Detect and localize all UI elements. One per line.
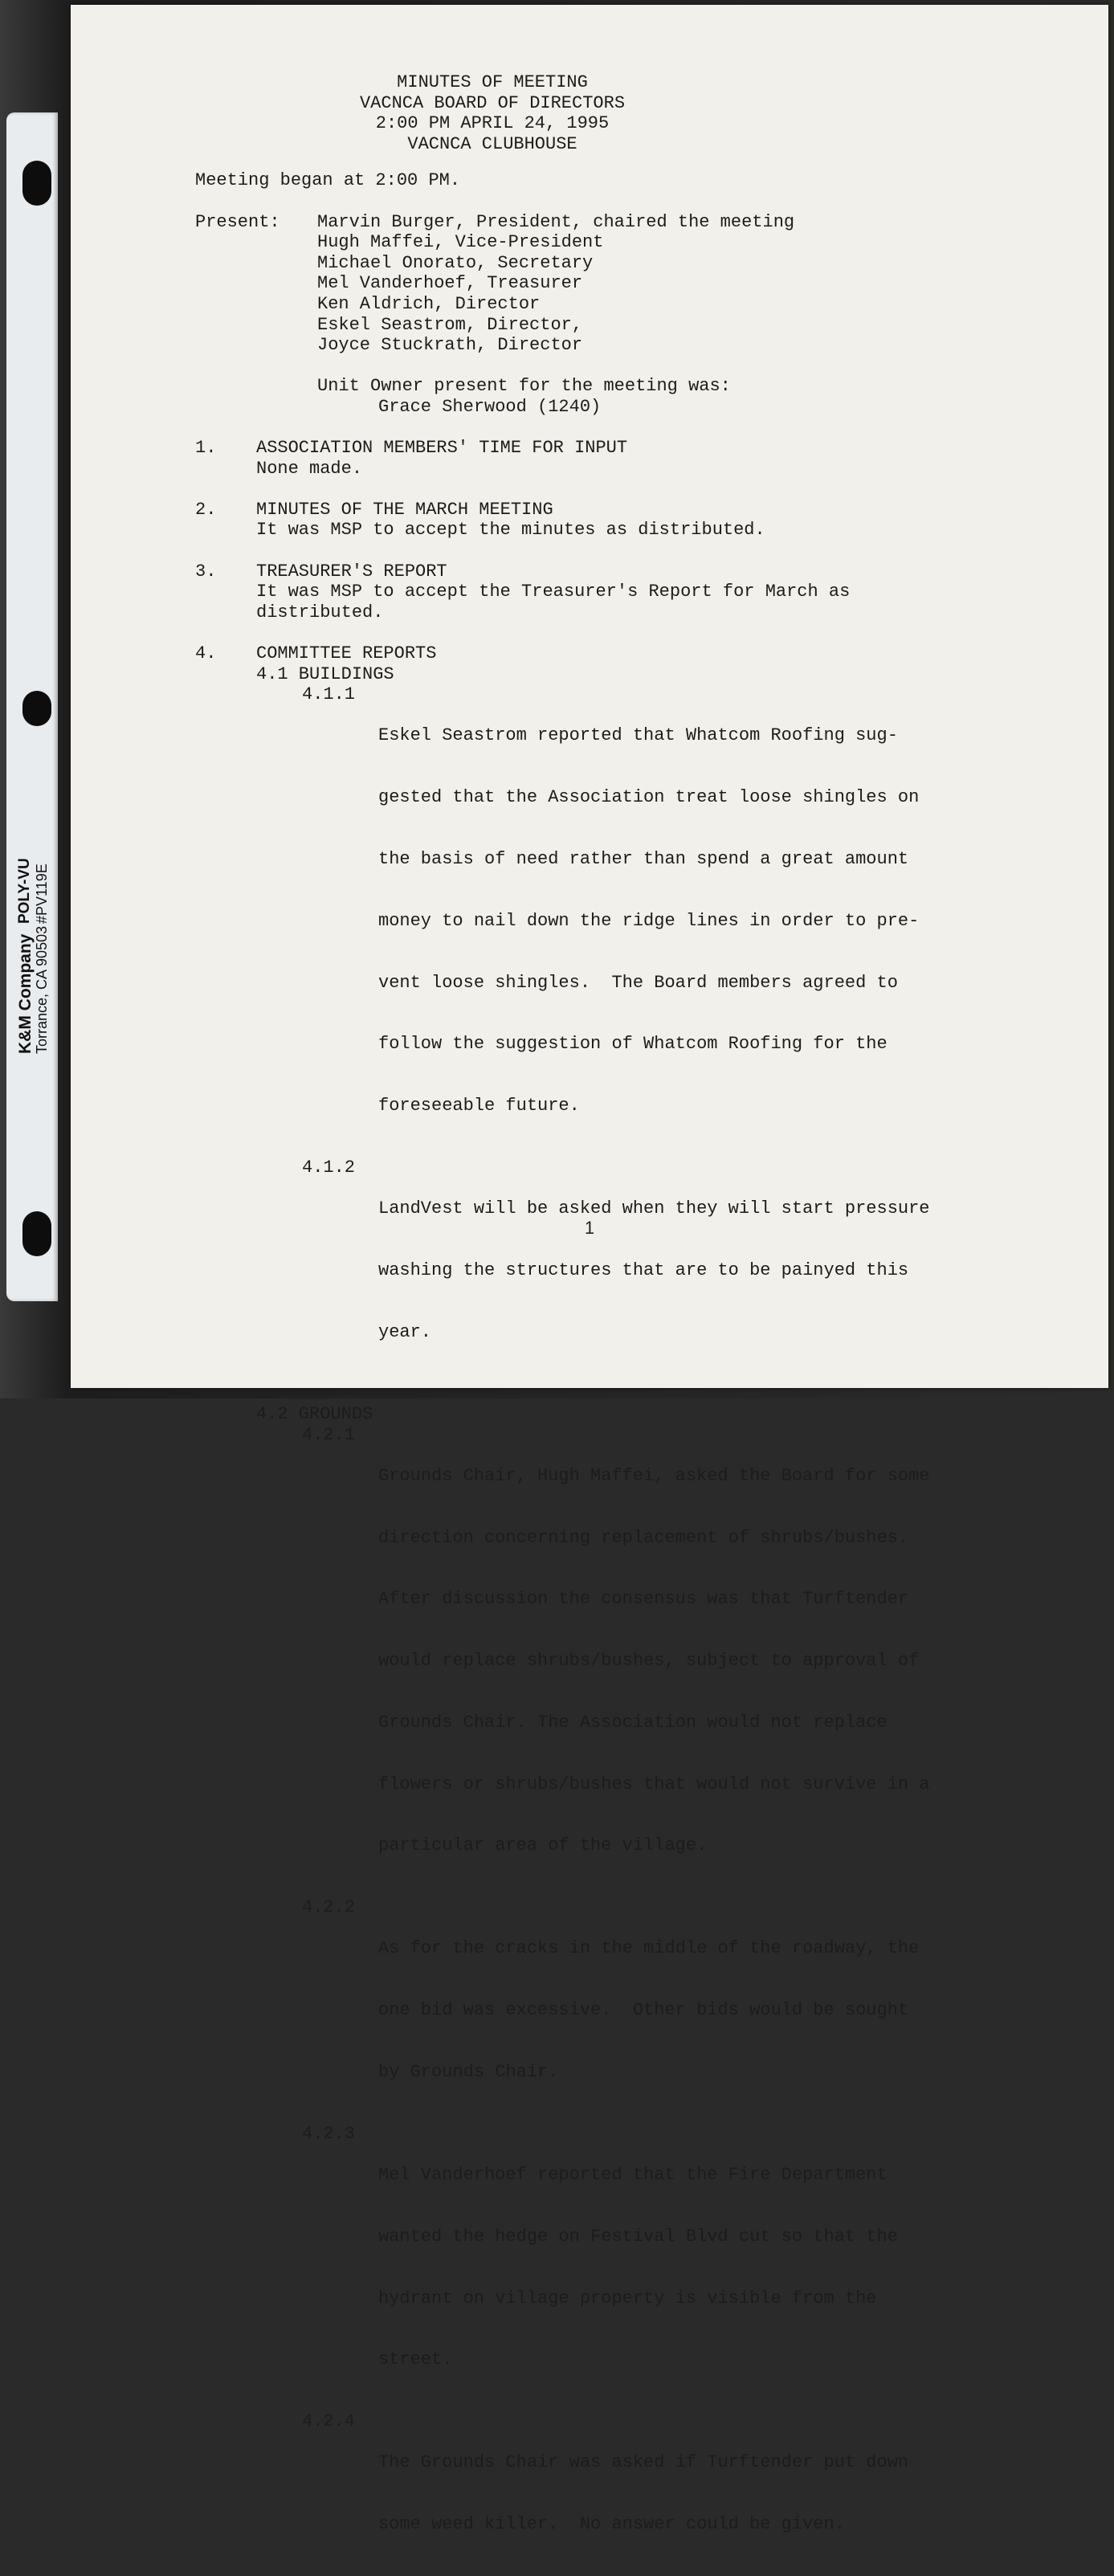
subsection-heading-buildings: 4.1 BUILDINGS <box>256 663 394 684</box>
document-header <box>195 72 790 154</box>
attendee: Marvin Burger, President, chaired the meeting <box>317 211 795 232</box>
section-body: It was MSP to accept the Treasurer's Report for March as <box>256 582 851 602</box>
unit-owner-name: Grace Sherwood (1240) <box>378 396 602 417</box>
unit-owner-block <box>317 376 1087 417</box>
item-line: flowers or shrubs/bushes that would not survive in a <box>378 1774 930 1794</box>
item-line: year. <box>378 1321 432 1342</box>
section-3 <box>195 561 1087 623</box>
item-4-2-4 <box>302 2411 1087 2576</box>
item-4-2-2 <box>302 1897 1087 2124</box>
section-body: distributed. <box>256 602 384 623</box>
attendee: Ken Aldrich, Director <box>317 293 541 314</box>
attendee: Joyce Stuckrath, Director <box>317 335 583 356</box>
item-line: would replace shrubs/bushes, subject to approval of <box>378 1651 920 1672</box>
section-2 <box>195 500 1087 541</box>
section-title: TREASURER'S REPORT <box>256 561 447 582</box>
document-page <box>71 5 1108 2535</box>
present-label: Present: <box>195 211 280 232</box>
section-number: 2. <box>195 499 217 520</box>
sleeve-brand: POLY-VU <box>16 858 33 924</box>
subsection-heading-grounds: 4.2 GROUNDS <box>256 1404 373 1424</box>
attendee: Mel Vanderhoef, Treasurer <box>317 273 583 294</box>
section-title: COMMITTEE REPORTS <box>256 643 437 664</box>
item-line: Grounds Chair, Hugh Maffei, asked the Board for some <box>378 1465 930 1486</box>
sleeve-sku: #PV119E <box>34 863 50 924</box>
header-board: VACNCA BOARD OF DIRECTORS <box>359 92 626 113</box>
item-line: foreseeable future. <box>378 1096 580 1117</box>
section-number: 4. <box>195 643 217 664</box>
item-line: hydrant on village property is visible from the <box>378 2288 877 2309</box>
item-line: money to nail down the ridge lines in order to pre- <box>378 910 920 931</box>
item-number: 4.2.4 <box>302 2411 356 2432</box>
section-title: MINUTES OF THE MARCH MEETING <box>256 499 553 520</box>
item-line: vent loose shingles. The Board members agreed to <box>378 972 898 993</box>
sleeve-company: K&M Company <box>16 933 35 1054</box>
section-4 <box>195 643 1087 684</box>
item-number: 4.1.1 <box>302 684 356 705</box>
attendee: Eskel Seastrom, Director, <box>317 314 583 335</box>
buildings-items <box>256 684 1087 1383</box>
item-line: direction concerning replacement of shrubs/bushes. <box>378 1527 909 1548</box>
item-line: particular area of the village. <box>378 1835 708 1856</box>
item-number: 4.2.3 <box>302 2123 356 2144</box>
item-line: some weed killer. No answer could be given. <box>378 2514 845 2535</box>
section-number: 3. <box>195 561 217 582</box>
section-body: None made. <box>256 458 363 479</box>
item-line: by Grounds Chair. <box>378 2062 559 2082</box>
item-line: washing the structures that are to be painyed this <box>378 1259 909 1280</box>
section-body: It was MSP to accept the minutes as distributed. <box>256 520 765 541</box>
item-line: one bid was excessive. Other bids would be sought <box>378 2000 909 2021</box>
item-line: gested that the Association treat loose shingles on <box>378 787 920 808</box>
section-1 <box>195 438 1087 479</box>
item-number: 4.2.1 <box>302 1424 356 1445</box>
section-number: 1. <box>195 438 217 459</box>
opening-statement: Meeting began at 2:00 PM. <box>195 170 461 191</box>
attendee-list <box>317 212 1087 356</box>
item-line: the basis of need rather than spend a great amount <box>378 848 909 869</box>
item-line: As for the cracks in the middle of the roadway, the <box>378 1938 920 1959</box>
item-4-2-3 <box>302 2124 1087 2411</box>
attendee: Hugh Maffei, Vice-President <box>317 232 604 253</box>
unit-owner-intro: Unit Owner present for the meeting was: <box>317 376 731 397</box>
item-line: follow the suggestion of Whatcom Roofing for the <box>378 1034 888 1055</box>
binder-hole-top <box>22 161 51 206</box>
grounds-block <box>256 1404 1087 2576</box>
attendee: Michael Onorato, Secretary <box>317 252 594 273</box>
item-line: The Grounds Chair was asked if Turftender put down <box>378 2452 909 2473</box>
binder-hole-bottom <box>22 1211 51 1256</box>
item-line: Grounds Chair. The Association would not replace <box>378 1712 888 1733</box>
header-title: MINUTES OF MEETING <box>397 72 588 92</box>
header-location: VACNCA CLUBHOUSE <box>407 133 577 154</box>
item-number: 4.2.2 <box>302 1897 356 1918</box>
header-datetime: 2:00 PM APRIL 24, 1995 <box>375 113 610 134</box>
item-line: LandVest will be asked when they will start pressure <box>378 1198 930 1219</box>
sleeve-label <box>14 835 55 1060</box>
item-4-2-1 <box>302 1425 1087 1898</box>
item-4-1-2 <box>302 1157 1087 1384</box>
item-number: 4.1.2 <box>302 1157 356 1178</box>
section-title: ASSOCIATION MEMBERS' TIME FOR INPUT <box>256 438 628 459</box>
sleeve-city: Torrance, CA 90503 <box>34 925 50 1054</box>
minutes-body <box>195 72 1087 2576</box>
item-line: Mel Vanderhoef reported that the Fire Department <box>378 2164 888 2185</box>
binder-hole-middle <box>22 691 51 726</box>
item-line: street. <box>378 2349 453 2370</box>
attendance-block <box>195 212 1087 356</box>
item-4-1-1 <box>302 684 1087 1157</box>
page-number: 1 <box>584 1218 595 1238</box>
item-line: After discussion the consensus was that Turftender <box>378 1589 909 1610</box>
item-line: Eskel Seastrom reported that Whatcom Roofing sug- <box>378 725 898 746</box>
item-line: wanted the hedge on Festival Blvd cut so that the <box>378 2226 898 2247</box>
